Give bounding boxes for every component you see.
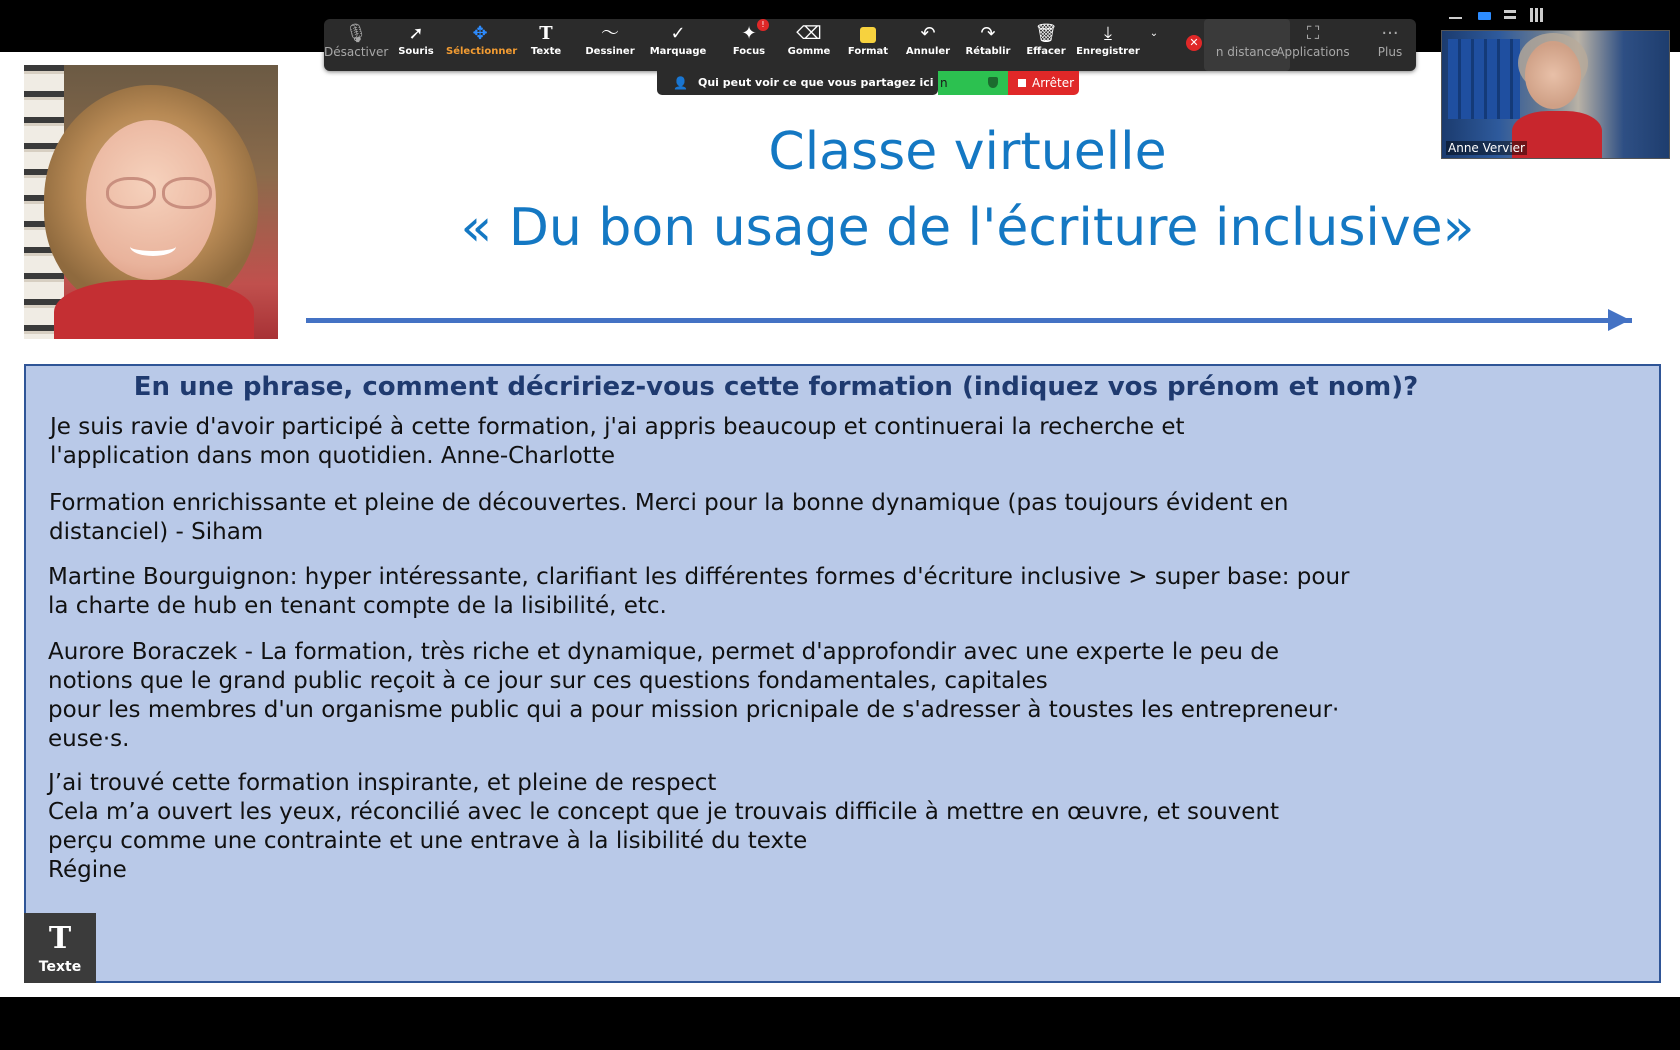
undo-button[interactable]: ↶ Annuler <box>898 19 958 71</box>
move-icon: ✥ <box>472 23 488 44</box>
shield-icon <box>988 77 998 88</box>
mute-button[interactable]: 🎙 Désactiver <box>324 19 388 71</box>
redo-icon: ↷ <box>980 23 996 44</box>
close-annotation-button[interactable] <box>1186 35 1202 51</box>
response-item: Formation enrichissante et pleine de découvertes. Merci pour la bonne dynamique (pas toujours évident en distanciel) - Siham <box>49 490 1289 545</box>
response-item: Aurore Boraczek - La formation, très riche et dynamique, permet d'approfondir avec une experte le peu de notions que le grand public reçoit à ce jour sur ces questions fondamentales, capitales pour les membres d'un organisme public qui a pour mission pricnipale de s'adresser à toustes les entrepreneur· euse·s. <box>48 639 1340 752</box>
tool-focus-button[interactable]: ✦ Focus ! <box>719 19 779 71</box>
video-controls <box>1441 0 1668 30</box>
shared-slide <box>0 52 1680 997</box>
tool-mouse-button[interactable]: ➚ Souris <box>386 19 446 71</box>
more-button[interactable]: ··· Plus <box>1364 19 1416 71</box>
annotation-toolbar <box>324 19 1416 71</box>
redo-button[interactable]: ↷ Rétablir <box>958 19 1018 71</box>
text-tool-button[interactable] <box>24 913 96 983</box>
apps-icon: ⛶ <box>1306 23 1320 44</box>
person-shield-icon: 👤 <box>673 76 688 90</box>
response-item: Martine Bourguignon: hyper intéressante, clarifiant les différentes formes d'écriture inclusive > super base: pour la charte de hub en tenant compte de la lisibilité, etc. <box>48 564 1350 619</box>
spotlight-icon: ✦ <box>741 23 757 44</box>
eraser-icon: ⌫ <box>796 23 822 44</box>
save-options-dropdown[interactable] <box>1144 19 1164 71</box>
tool-format-button[interactable]: Format <box>838 19 898 71</box>
arrow-line <box>306 318 1632 323</box>
chevron-down-icon: ⌄ <box>1149 28 1159 39</box>
participant-video[interactable] <box>1441 30 1670 159</box>
response-item: Je suis ravie d'avoir participé à cette formation, j'ai appris beaucoup et continuerai la recherche et l'application dans mon quotidien. Anne-Charlotte <box>50 414 1185 469</box>
slide-title <box>300 112 1635 264</box>
minimize-icon[interactable] <box>1449 9 1462 19</box>
tool-stamp-button[interactable]: ✓ Marquage <box>646 19 710 71</box>
tool-eraser-button[interactable]: ⌫ Gomme <box>779 19 839 71</box>
responses-panel <box>24 364 1661 983</box>
close-icon: ✕ <box>1189 36 1199 49</box>
sharing-status: n <box>938 71 1008 95</box>
slide-title-line1: Classe virtuelle <box>768 122 1167 182</box>
apps-button[interactable]: ⛶ Applications <box>1268 19 1358 71</box>
stop-share-button[interactable]: Arrêter <box>1008 71 1079 95</box>
draw-icon: 〜 <box>601 23 619 44</box>
microphone-icon: 🎙 <box>344 23 368 44</box>
trash-icon: 🗑 <box>1034 23 1058 44</box>
save-button[interactable]: ⤓ Enregistrer <box>1074 19 1142 71</box>
speaker-view-icon[interactable] <box>1478 12 1491 20</box>
save-icon: ⤓ <box>1104 23 1112 44</box>
question-heading: En une phrase, comment décririez-vous cette formation (indiquez vos prénom et nom)? <box>133 372 1419 402</box>
tool-draw-button[interactable]: 〜 Dessiner <box>578 19 642 71</box>
who-can-see-button[interactable]: 👤 Qui peut voir ce que vous partagez ici ? <box>657 71 938 95</box>
tool-select-button[interactable]: ✥ Sélectionner <box>446 19 514 71</box>
text-icon: T <box>539 23 553 44</box>
clear-button[interactable]: 🗑 Effacer <box>1018 19 1074 71</box>
participant-name: Anne Vervier <box>1448 141 1525 155</box>
arrow-head-icon <box>1608 309 1630 331</box>
gallery-view-icon[interactable] <box>1530 8 1544 22</box>
slide-title-line2: « Du bon usage de l'écriture inclusive» <box>460 198 1475 258</box>
response-item: J’ai trouvé cette formation inspirante, et pleine de respect Cela m’a ouvert les yeux, réconcilié avec le concept que je trouvais difficile à mettre en œuvre, et souvent perçu comme une contrainte et une entrave à la lisibilité du texte Régine <box>48 770 1280 883</box>
stack-view-icon[interactable] <box>1504 10 1516 19</box>
stop-icon <box>1018 79 1026 87</box>
undo-icon: ↶ <box>920 23 936 44</box>
tool-text-button[interactable]: T Texte <box>516 19 576 71</box>
presenter-photo <box>24 65 278 339</box>
cursor-icon: ➚ <box>408 23 424 44</box>
text-tool-icon: T <box>48 921 72 956</box>
checkmark-icon: ✓ <box>670 23 686 44</box>
text-tool-label: Texte <box>38 959 82 975</box>
remote-control-button[interactable]: n distance <box>1204 19 1290 71</box>
notification-badge: ! <box>757 19 769 31</box>
format-icon <box>838 19 898 45</box>
more-icon: ··· <box>1381 23 1399 44</box>
